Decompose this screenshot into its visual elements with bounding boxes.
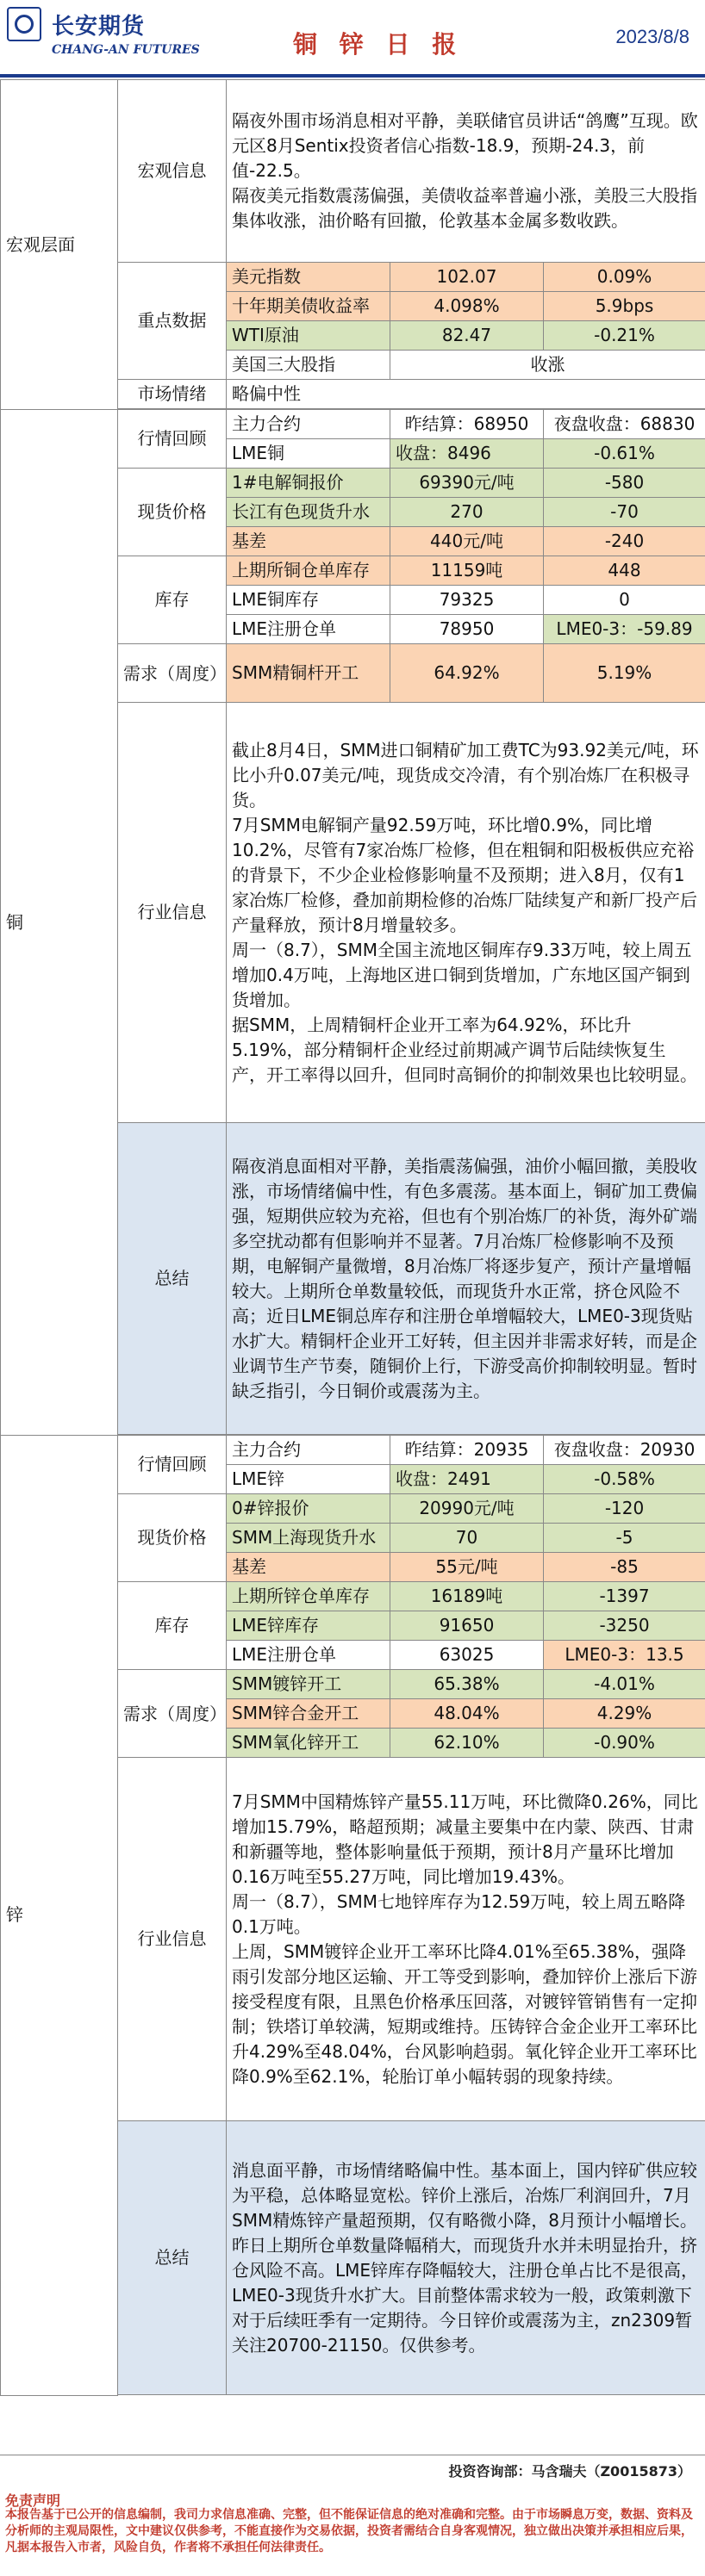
copper-spot-value: 440元/吨 [390, 527, 544, 556]
macro-key-label: 重点数据 [118, 263, 227, 380]
copper-demand-label: 需求（周度） [118, 644, 227, 703]
copper-summary-label: 总结 [118, 1123, 227, 1435]
macro-info-text: 隔夜外围市场消息相对平静，美联储官员讲话“鸽鹰”互现。欧元区8月Sentix投资者信心指数-18.9，预期-24.3，前值-22.5。 隔夜美元指数震荡偏强，美债收益率普遍小涨，美股三大股指集体收涨，油价略有回撤，伦敦基本金属多数收跌。 [227, 80, 705, 263]
copper-spot-change: -70 [544, 498, 705, 527]
macro-info-label: 宏观信息 [118, 80, 227, 263]
zinc-stock-label: 库存 [118, 1582, 227, 1670]
zinc-stock-value: 91650 [390, 1611, 544, 1641]
copper-main-contract: 主力合约 [227, 410, 390, 439]
macro-row-value: 4.098% [390, 292, 544, 321]
copper-industry-text: 截止8月4日，SMM进口铜精矿加工费TC为93.92美元/吨，环比小升0.07美元/吨，现货成交冷清，有个别冶炼厂在积极寻货。 7月SMM电解铜产量92.59万吨，环比增0.9%，同比增10.2%，尽管有7家冶炼厂检修，但在粗铜和阳极板供应充裕的背景下，不少企业检修影响量不及预期；进入8月，仅有1家冶炼厂检修，叠加前期检修的冶炼厂陆续复产和新厂投产后产量释放，预计8月增量较多。 周一（8.7），SMM全国主流地区铜库存9.33万吨，较上周五增加0.4万吨，上海地区进口铜到货增加，广东地区国产铜到货增加。 据SMM，上周精铜杆企业开工率为64.92%，环比升5.19%，部分精铜杆企业经过前期减产调节后陆续恢复生产，开工率得以回升，但同时高铜价的抑制效果也比较明显。 [227, 703, 705, 1123]
zinc-spot-value: 55元/吨 [390, 1553, 544, 1582]
copper-lme-spread: LME0-3：-59.89 [544, 615, 705, 644]
zinc-demand-change: 4.29% [544, 1699, 705, 1729]
copper-spot-name: 基差 [227, 527, 390, 556]
macro-row-change: 5.9bps [544, 292, 705, 321]
copper-lme-name: LME铜 [227, 439, 390, 469]
zinc-spot-name: 0#锌报价 [227, 1494, 390, 1524]
copper-spot-name: 长江有色现货升水 [227, 498, 390, 527]
copper-demand-name: SMM精铜杆开工 [227, 644, 390, 703]
zinc-settle-prev: 昨结算：20935 [390, 1436, 544, 1465]
zinc-main-contract: 主力合约 [227, 1436, 390, 1465]
macro-row-value: 82.47 [390, 321, 544, 351]
zinc-summary-text: 消息面平静，市场情绪略偏中性。基本面上，国内锌矿供应较为平稳，总体略显宽松。锌价上涨后，冶炼厂利润回升，7月SMM精炼锌产量超预期，仅有略微小降，8月预计小幅增长。昨日上期所仓单数量降幅稍大，而现货升水并未明显抬升，挤仓风险不高。LME锌库存降幅较大，注册仓单占比不是很高，LME0-3现货升水扩大。目前整体需求较为一般，政策刺激下对于后续旺季有一定期待。今日锌价或震荡为主，zn2309暂关注20700-21150。仅供参考。 [227, 2121, 705, 2395]
copper-stock-label: 库存 [118, 556, 227, 644]
zinc-lme-spread: LME0-3：13.5 [544, 1641, 705, 1670]
macro-row-value: 102.07 [390, 263, 544, 292]
zinc-spot-change: -85 [544, 1553, 705, 1582]
company-name-en: CHANG-AN FUTURES [52, 43, 200, 57]
copper-spot-value: 69390元/吨 [390, 469, 544, 498]
zinc-spot-name: SMM上海现货升水 [227, 1524, 390, 1553]
zinc-spot-label: 现货价格 [118, 1494, 227, 1582]
zinc-spot-value: 70 [390, 1524, 544, 1553]
zinc-demand-change: -4.01% [544, 1670, 705, 1699]
zinc-stock-change: -3250 [544, 1611, 705, 1641]
disclaimer-title: 免责声明 [5, 2490, 60, 2510]
copper-review-label: 行情回顾 [118, 410, 227, 469]
disclaimer-text: 本报告基于已公开的信息编制，我司力求信息准确、完整，但不能保证信息的绝对准确和完整。由于市场瞬息万变，数据、资料及分析师的主观局限性，文中建议仅供参考，不能直接作为交易依据，投资者需结合自身客观情况，独立做出决策并承担相应后果，凡据本报告入市者，风险自负，作者将不承担任何法律责任。 [5, 2507, 700, 2556]
copper-stock-name: 上期所铜仓单库存 [227, 556, 390, 586]
zinc-review-label: 行情回顾 [118, 1436, 227, 1494]
zinc-stock-name: LME注册仓单 [227, 1641, 390, 1670]
zinc-demand-value: 62.10% [390, 1729, 544, 1758]
copper-spot-value: 270 [390, 498, 544, 527]
copper-stock-name: LME铜库存 [227, 586, 390, 615]
copper-stock-value: 78950 [390, 615, 544, 644]
zinc-stock-name: LME锌库存 [227, 1611, 390, 1641]
zinc-demand-name: SMM锌合金开工 [227, 1699, 390, 1729]
copper-summary-text: 隔夜消息面相对平静，美指震荡偏强，油价小幅回撤，美股收涨，市场情绪偏中性，有色多震荡。基本面上，铜矿加工费偏强，短期供应较为充裕，但也有个别冶炼厂的补货，海外矿端多空扰动都有但影响并不显著。7月冶炼厂检修影响不及预期，电解铜产量微增，8月冶炼厂将逐步复产，预计产量增幅较大。上期所仓单数量较低，而现货升水正常，挤仓风险不高；近日LME铜总库存和注册仓单增幅较大，LME0-3现货贴水扩大。精铜杆企业开工好转，但主因并非需求好转，而是企业调节生产节奏，随铜价上行，下游受高价抑制较明显。暂时缺乏指引，今日铜价或震荡为主。 [227, 1123, 705, 1435]
zinc-demand-change: -0.90% [544, 1729, 705, 1758]
copper-night-close: 夜盘收盘：68830 [544, 410, 705, 439]
zinc-spot-value: 20990元/吨 [390, 1494, 544, 1524]
section-copper: 铜 [1, 410, 118, 1436]
zinc-spot-change: -120 [544, 1494, 705, 1524]
zinc-lme-name: LME锌 [227, 1465, 390, 1494]
zinc-stock-change: -1397 [544, 1582, 705, 1611]
macro-row-change: -0.21% [544, 321, 705, 351]
copper-stock-change: 0 [544, 586, 705, 615]
chang-an-futures-logo-icon [7, 7, 41, 41]
copper-spot-change: -240 [544, 527, 705, 556]
zinc-stock-name: 上期所锌仓单库存 [227, 1582, 390, 1611]
copper-spot-label: 现货价格 [118, 469, 227, 556]
macro-row-value: 收涨 [390, 351, 705, 380]
zinc-stock-value: 63025 [390, 1641, 544, 1670]
zinc-demand-label: 需求（周度） [118, 1670, 227, 1758]
zinc-demand-name: SMM镀锌开工 [227, 1670, 390, 1699]
copper-lme-change: -0.61% [544, 439, 705, 469]
report-title: 铜 锌 日 报 [293, 26, 463, 60]
report-table [0, 79, 705, 2396]
copper-stock-change: 448 [544, 556, 705, 586]
copper-lme-close: 收盘：8496 [390, 439, 544, 469]
copper-stock-value: 79325 [390, 586, 544, 615]
copper-stock-name: LME注册仓单 [227, 615, 390, 644]
zinc-demand-value: 65.38% [390, 1670, 544, 1699]
zinc-industry-text: 7月SMM中国精炼锌产量55.11万吨，环比微降0.26%，同比增加15.79%，略超预期；减量主要集中在内蒙、陕西、甘肃和新疆等地，整体影响量低于预期，预计8月产量环比增加0.16万吨至55.27万吨，同比增加19.43%。 周一（8.7），SMM七地锌库存为12.59万吨，较上周五略降0.1万吨。 上周，SMM镀锌企业开工率环比降4.01%至65.38%，强降雨引发部分地区运输、开工等受到影响，叠加锌价上涨后下游接受程度有限，且黑色价格承压回落，对镀锌管销售有一定抑制；铁塔订单较满，短期或维持。压铸锌合金企业开工率环比升4.29%至48.04%，台风影响趋弱。氧化锌企业开工率环比降0.9%至62.1%，轮胎订单小幅转弱的现象持续。 [227, 1758, 705, 2121]
zinc-summary-label: 总结 [118, 2121, 227, 2395]
zinc-spot-name: 基差 [227, 1553, 390, 1582]
zinc-industry-label: 行业信息 [118, 1758, 227, 2121]
copper-settle-prev: 昨结算：68950 [390, 410, 544, 439]
report-header [0, 0, 705, 78]
section-macro: 宏观层面 [1, 80, 118, 410]
macro-row-name: WTI原油 [227, 321, 390, 351]
macro-sentiment-value: 略偏中性 [227, 380, 705, 409]
copper-demand-change: 5.19% [544, 644, 705, 703]
zinc-spot-change: -5 [544, 1524, 705, 1553]
company-name-cn: 长安期货 [52, 9, 145, 40]
zinc-stock-value: 16189吨 [390, 1582, 544, 1611]
zinc-demand-name: SMM氧化锌开工 [227, 1729, 390, 1758]
analyst-credit: 投资咨询部：马含瑞夫（Z0015873） [448, 2461, 691, 2480]
macro-sentiment-label: 市场情绪 [118, 380, 227, 409]
zinc-lme-change: -0.58% [544, 1465, 705, 1494]
copper-industry-label: 行业信息 [118, 703, 227, 1123]
zinc-lme-close: 收盘：2491 [390, 1465, 544, 1494]
zinc-demand-value: 48.04% [390, 1699, 544, 1729]
macro-row-name: 美国三大股指 [227, 351, 390, 380]
copper-spot-change: -580 [544, 469, 705, 498]
macro-row-name: 美元指数 [227, 263, 390, 292]
zinc-night-close: 夜盘收盘：20930 [544, 1436, 705, 1465]
copper-demand-value: 64.92% [390, 644, 544, 703]
copper-stock-value: 11159吨 [390, 556, 544, 586]
macro-row-change: 0.09% [544, 263, 705, 292]
section-zinc: 锌 [1, 1436, 118, 2396]
report-date: 2023/8/8 [615, 26, 689, 48]
report-footer [0, 2455, 705, 2576]
macro-row-name: 十年期美债收益率 [227, 292, 390, 321]
copper-spot-name: 1#电解铜报价 [227, 469, 390, 498]
